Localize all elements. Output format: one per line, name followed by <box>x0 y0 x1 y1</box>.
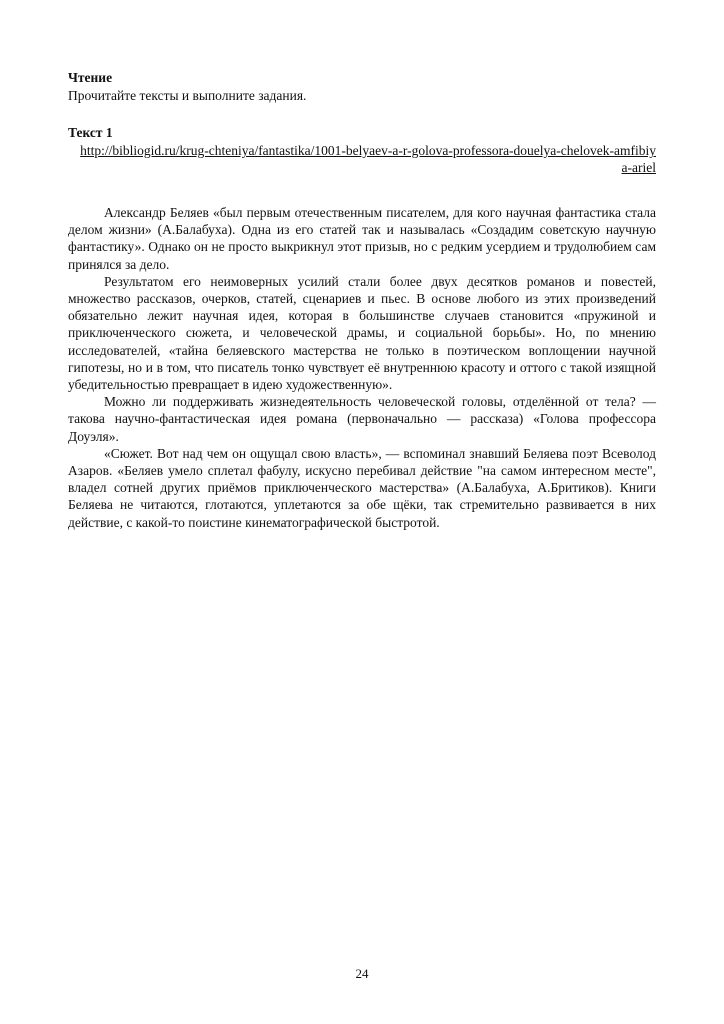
paragraph: Можно ли поддерживать жизнедеятельность человеческой головы, отделённой от тела? — такова научно-фантастическая идея романа (первоначально — рассказа) «Голова профессора Доуэля». <box>68 394 656 444</box>
text-body <box>68 204 656 531</box>
section-title: Чтение <box>68 70 113 85</box>
source-link[interactable]: http://bibliogid.ru/krug-chteniya/fantastika/1001-belyaev-a-r-golova-professora-douelya-chelovek-amfibiya-ariel <box>80 143 656 175</box>
page-content <box>68 70 656 531</box>
paragraph: Александр Беляев «был первым отечественным писателем, для кого научная фантастика стала делом жизни» (А.Балабуха). Одна из его статей так и называлась «Создадим советскую научную фантастику». Однако он не просто выкрикнул этот призыв, но с редким усердием и трудолюбием сам принялся за дело. <box>68 205 656 272</box>
section-instruction: Прочитайте тексты и выполните задания. <box>68 88 307 103</box>
page-number: 24 <box>355 966 369 981</box>
text-title: Текст 1 <box>68 125 113 140</box>
paragraph: Результатом его неимоверных усилий стали более двух десятков романов и повестей, множество рассказов, очерков, статей, сценариев и пьес. В основе любого из этих произведений обязательно лежит научная идея, которая в большинстве случаев становится «пружиной и приключенческого сюжета, и человеческой драмы, и социальной борьбы». Но, по мнению исследователей, «тайна беляевского мастерства не только в поэтическом воплощении научной гипотезы, но и в том, что писатель тонко чувствует её внутреннюю красоту и оттого с такой изящной убедительностью превращает в идею художественную». <box>68 273 656 393</box>
paragraph: «Сюжет. Вот над чем он ощущал свою власть», — вспоминал знавший Беляева поэт Всеволод Азаров. «Беляев умело сплетал фабулу, искусно перебивал действие "на самом интересном месте", владел сотней других приёмов приключенческого мастерства» (А.Балабуха, А.Бритиков). Книги Беляева не читаются, глотаются, уплетаются за обе щёки, так стремительно развивается в них действие, с какой-то поистине кинематографической быстротой. <box>68 445 656 530</box>
